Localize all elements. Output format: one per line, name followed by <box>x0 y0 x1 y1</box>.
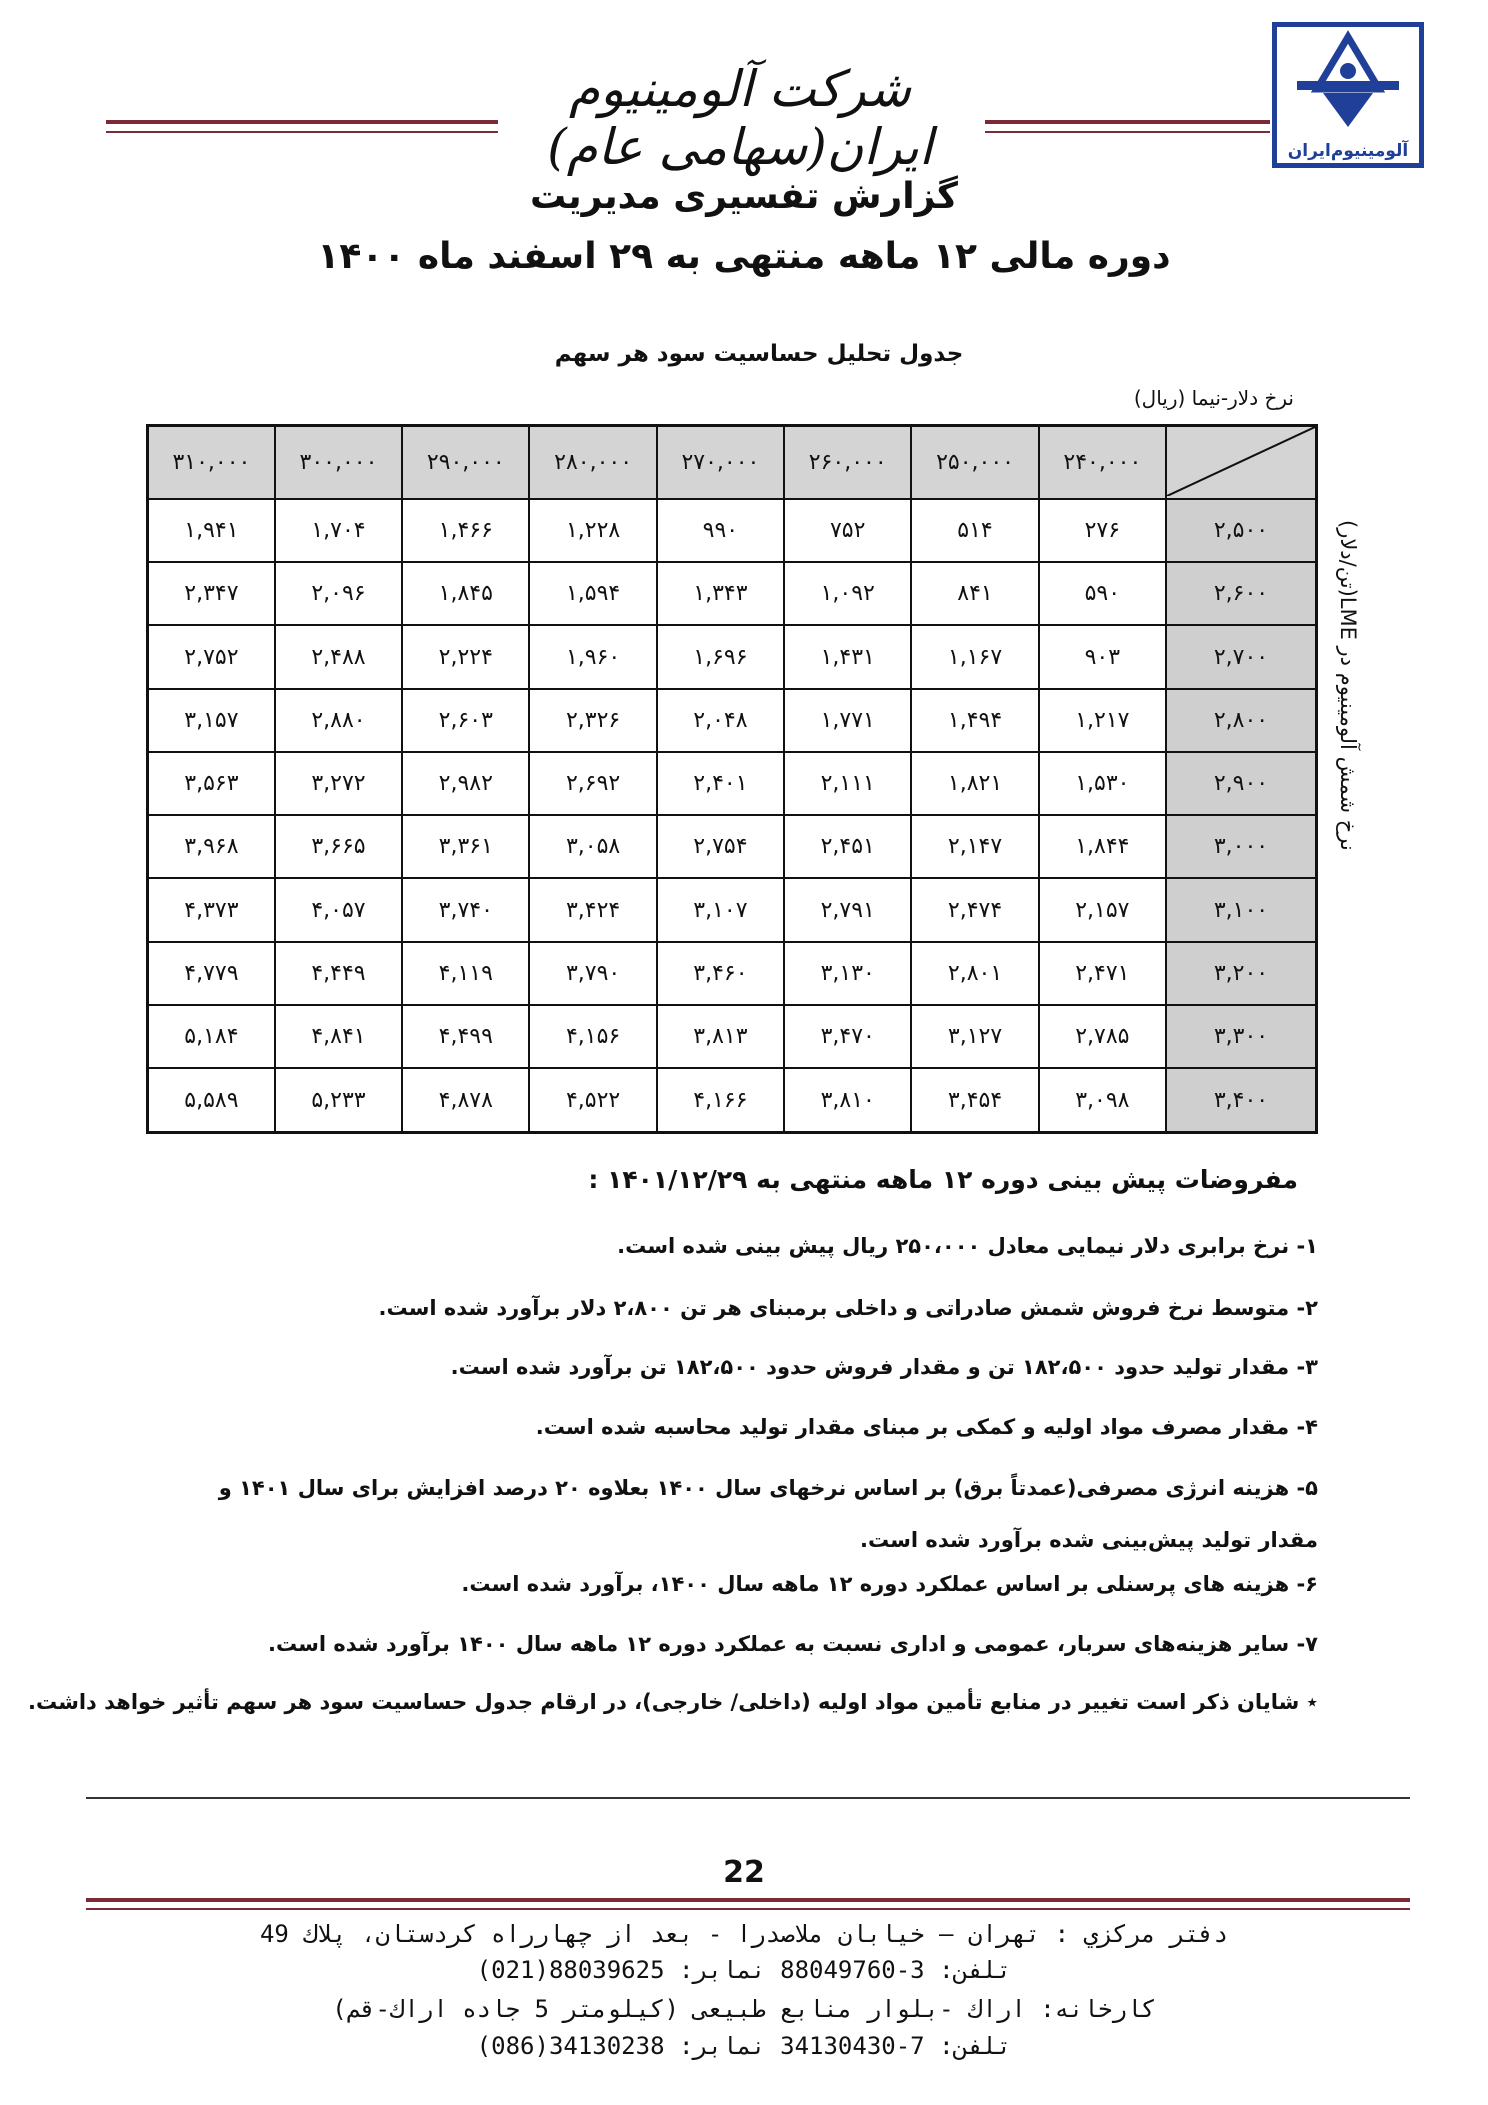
table-cell: ۲,۴۵۱ <box>784 815 911 878</box>
assumptions-title: مفروضات پیش بینی دوره ۱۲ ماهه منتهی به ۱۴۰۱/۱۲/۲۹ : <box>588 1165 1298 1194</box>
table-cell: ۲,۳۴۷ <box>148 562 275 625</box>
column-header: ۲۴۰,۰۰۰ <box>1039 426 1166 500</box>
row-header: ۲,۷۰۰ <box>1166 625 1317 688</box>
sensitivity-table <box>146 424 1318 1134</box>
footer-rule <box>86 1898 1410 1902</box>
table-header-row <box>148 426 1317 500</box>
page-divider <box>86 1797 1410 1799</box>
row-header: ۲,۸۰۰ <box>1166 689 1317 752</box>
diagonal-divider-icon <box>1167 427 1315 496</box>
footer-rule-2 <box>86 1908 1410 1910</box>
row-axis-label: نرخ شمش آلومینیوم در LME(تن/دلار) <box>1336 519 1360 851</box>
table-cell: ۱,۴۳۱ <box>784 625 911 688</box>
table-cell: ۳,۱۵۷ <box>148 689 275 752</box>
footer-office-address: دفتر مرکزي : تهران – خیابان ملاصدرا - بعد از چهارراه کردستان، پلاك 49 <box>259 1920 1229 1948</box>
logo-text: آلومینیوم‌ایران <box>1287 141 1409 161</box>
table-cell: ۱,۴۶۶ <box>402 499 529 562</box>
table-cell: ۷۵۲ <box>784 499 911 562</box>
table-cell: ۱,۸۴۵ <box>402 562 529 625</box>
table-cell: ۳,۰۹۸ <box>1039 1068 1166 1132</box>
table-cell: ۱,۹۴۱ <box>148 499 275 562</box>
assumption-item-1: ۱- نرخ برابری دلار نیمایی معادل ۲۵۰،۰۰۰ ریال پیش بینی شده است. <box>617 1234 1318 1258</box>
table-cell: ۱,۳۴۳ <box>657 562 784 625</box>
table-row <box>148 1005 1317 1068</box>
assumption-item-5: ۵- هزینه انرژی مصرفی(عمدتاً برق) بر اساس نرخهای سال ۱۴۰۰ بعلاوه ۲۰ درصد افزایش برای سال ۱۴۰۱ و مقدار تولید پیش‌بینی شده برآورد شده است. <box>218 1476 1318 1552</box>
page-number: 22 <box>723 1855 765 1890</box>
table-row <box>148 942 1317 1005</box>
footer-factory-address: کارخانه: اراك -بلوار منابع طبیعی (کیلومتر 5 جاده اراك-قم) <box>332 1995 1156 2023</box>
assumption-item-6: ۶- هزینه های پرسنلی بر اساس عملکرد دوره ۱۲ ماهه سال ۱۴۰۰، برآورد شده است. <box>461 1572 1318 1596</box>
column-header: ۲۹۰,۰۰۰ <box>402 426 529 500</box>
row-header: ۲,۹۰۰ <box>1166 752 1317 815</box>
column-header: ۳۰۰,۰۰۰ <box>275 426 402 500</box>
row-header: ۳,۴۰۰ <box>1166 1068 1317 1132</box>
table-cell: ۱,۷۷۱ <box>784 689 911 752</box>
table-cell: ۱,۸۲۱ <box>911 752 1038 815</box>
table-cell: ۲,۴۰۱ <box>657 752 784 815</box>
table-cell: ۴,۴۴۹ <box>275 942 402 1005</box>
table-cell: ۳,۵۶۳ <box>148 752 275 815</box>
table-row <box>148 499 1317 562</box>
table-cell: ۳,۶۶۵ <box>275 815 402 878</box>
report-period: دوره مالی ۱۲ ماهه منتهی به ۲۹ اسفند ماه ۱۴۰۰ <box>317 236 1171 277</box>
table-cell: ۴,۰۵۷ <box>275 878 402 941</box>
table-cell: ۲,۴۷۱ <box>1039 942 1166 1005</box>
table-cell: ۴,۸۷۸ <box>402 1068 529 1132</box>
table-cell: ۲,۱۱۱ <box>784 752 911 815</box>
table-cell: ۵,۵۸۹ <box>148 1068 275 1132</box>
header-rule-right-2 <box>985 131 1270 133</box>
table-cell: ۴,۵۲۲ <box>529 1068 656 1132</box>
table-row <box>148 562 1317 625</box>
table-row <box>148 625 1317 688</box>
header-rule-left-2 <box>106 131 498 133</box>
table-cell: ۲,۶۹۲ <box>529 752 656 815</box>
table-cell: ۳,۴۶۰ <box>657 942 784 1005</box>
table-cell: ۱,۸۴۴ <box>1039 815 1166 878</box>
row-header: ۳,۱۰۰ <box>1166 878 1317 941</box>
table-cell: ۵۹۰ <box>1039 562 1166 625</box>
table-cell: ۳,۴۵۴ <box>911 1068 1038 1132</box>
table-cell: ۴,۱۱۹ <box>402 942 529 1005</box>
assumption-item-7: ۷- سایر هزینه‌های سربار، عمومی و اداری نسبت به عملکرد دوره ۱۲ ماهه سال ۱۴۰۰ برآورد شده است. <box>267 1632 1318 1656</box>
table-cell: ۹۹۰ <box>657 499 784 562</box>
table-cell: ۳,۳۶۱ <box>402 815 529 878</box>
table-cell: ۱,۲۲۸ <box>529 499 656 562</box>
table-cell: ۲,۳۲۶ <box>529 689 656 752</box>
header-rule-right <box>985 120 1270 124</box>
table-cell: ۳,۷۹۰ <box>529 942 656 1005</box>
table-cell: ۳,۴۲۴ <box>529 878 656 941</box>
table-cell: ۳,۰۵۸ <box>529 815 656 878</box>
table-cell: ۵۱۴ <box>911 499 1038 562</box>
table-cell: ۳,۸۱۳ <box>657 1005 784 1068</box>
row-header: ۲,۵۰۰ <box>1166 499 1317 562</box>
table-cell: ۴,۸۴۱ <box>275 1005 402 1068</box>
table-cell: ۵,۲۳۳ <box>275 1068 402 1132</box>
table-cell: ۴,۳۷۳ <box>148 878 275 941</box>
table-cell: ۱,۴۹۴ <box>911 689 1038 752</box>
column-header: ۳۱۰,۰۰۰ <box>148 426 275 500</box>
company-logo <box>1272 22 1424 168</box>
table-row <box>148 878 1317 941</box>
table-cell: ۲,۴۷۴ <box>911 878 1038 941</box>
table-cell: ۴,۷۷۹ <box>148 942 275 1005</box>
table-cell: ۳,۹۶۸ <box>148 815 275 878</box>
column-header: ۲۸۰,۰۰۰ <box>529 426 656 500</box>
footer-factory-phone: تلفن: 7-34130430 نمابر: 34130238(086) <box>476 2032 1012 2060</box>
table-cell: ۱,۶۹۶ <box>657 625 784 688</box>
table-cell: ۲,۰۴۸ <box>657 689 784 752</box>
table-cell: ۳,۴۷۰ <box>784 1005 911 1068</box>
column-header: ۲۵۰,۰۰۰ <box>911 426 1038 500</box>
table-cell: ۴,۱۶۶ <box>657 1068 784 1132</box>
table-cell: ۳,۷۴۰ <box>402 878 529 941</box>
table-title: جدول تحلیل حساسیت سود هر سهم <box>554 341 964 367</box>
table-cell: ۲,۷۸۵ <box>1039 1005 1166 1068</box>
header-rule-left <box>106 120 498 124</box>
table-cell: ۲,۲۲۴ <box>402 625 529 688</box>
table-cell: ۲,۴۸۸ <box>275 625 402 688</box>
table-cell: ۳,۸۱۰ <box>784 1068 911 1132</box>
row-header: ۳,۲۰۰ <box>1166 942 1317 1005</box>
table-corner-cell <box>1166 426 1317 500</box>
table-cell: ۲,۷۹۱ <box>784 878 911 941</box>
table-cell: ۱,۷۰۴ <box>275 499 402 562</box>
table-cell: ۱,۹۶۰ <box>529 625 656 688</box>
footer-office-phone: تلفن: 3-88049760 نمابر: 88039625(021) <box>476 1956 1012 1984</box>
table-cell: ۹۰۳ <box>1039 625 1166 688</box>
table-cell: ۲,۸۸۰ <box>275 689 402 752</box>
table-cell: ۵,۱۸۴ <box>148 1005 275 1068</box>
table-cell: ۱,۰۹۲ <box>784 562 911 625</box>
table-cell: ۸۴۱ <box>911 562 1038 625</box>
table-row <box>148 815 1317 878</box>
table-cell: ۲,۰۹۶ <box>275 562 402 625</box>
company-name: شرکت آلومینیوم ایران(سهامی عام) <box>547 60 933 176</box>
assumption-note: ٭ شایان ذکر است تغییر در منابع تأمین مواد اولیه (داخلی/ خارجی)، در ارقام جدول حساسیت سود هر سهم تأثیر خواهد داشت. <box>27 1690 1318 1714</box>
table-cell: ۲,۷۵۴ <box>657 815 784 878</box>
column-header: ۲۷۰,۰۰۰ <box>657 426 784 500</box>
table-cell: ۲,۶۰۳ <box>402 689 529 752</box>
row-header: ۲,۶۰۰ <box>1166 562 1317 625</box>
table-cell: ۳,۱۲۷ <box>911 1005 1038 1068</box>
row-header: ۳,۳۰۰ <box>1166 1005 1317 1068</box>
table-cell: ۲,۹۸۲ <box>402 752 529 815</box>
table-cell: ۲,۱۵۷ <box>1039 878 1166 941</box>
report-title: گزارش تفسیری مدیریت <box>530 176 958 217</box>
table-cell: ۳,۱۳۰ <box>784 942 911 1005</box>
table-cell: ۱,۵۹۴ <box>529 562 656 625</box>
row-header: ۳,۰۰۰ <box>1166 815 1317 878</box>
aluminium-logo-icon <box>1277 27 1419 137</box>
table-row <box>148 752 1317 815</box>
table-cell: ۴,۴۹۹ <box>402 1005 529 1068</box>
table-cell: ۴,۱۵۶ <box>529 1005 656 1068</box>
assumption-item-4: ۴- مقدار مصرف مواد اولیه و کمکی بر مبنای مقدار تولید محاسبه شده است. <box>535 1415 1318 1439</box>
table-cell: ۲,۷۵۲ <box>148 625 275 688</box>
table-cell: ۲,۱۴۷ <box>911 815 1038 878</box>
table-cell: ۲۷۶ <box>1039 499 1166 562</box>
assumption-item-2: ۲- متوسط نرخ فروش شمش صادراتی و داخلی برمبنای هر تن ۲،۸۰۰ دلار برآورد شده است. <box>378 1296 1318 1320</box>
table-cell: ۱,۲۱۷ <box>1039 689 1166 752</box>
table-row <box>148 1068 1317 1132</box>
column-header: ۲۶۰,۰۰۰ <box>784 426 911 500</box>
table-cell: ۱,۵۳۰ <box>1039 752 1166 815</box>
table-cell: ۳,۲۷۲ <box>275 752 402 815</box>
table-cell: ۳,۱۰۷ <box>657 878 784 941</box>
column-axis-label: نرخ دلار-نیما (ریال) <box>1133 386 1294 410</box>
table-cell: ۱,۱۶۷ <box>911 625 1038 688</box>
table-row <box>148 689 1317 752</box>
table-cell: ۲,۸۰۱ <box>911 942 1038 1005</box>
assumption-item-3: ۳- مقدار تولید حدود ۱۸۲،۵۰۰ تن و مقدار فروش حدود ۱۸۲،۵۰۰ تن برآورد شده است. <box>450 1355 1318 1379</box>
